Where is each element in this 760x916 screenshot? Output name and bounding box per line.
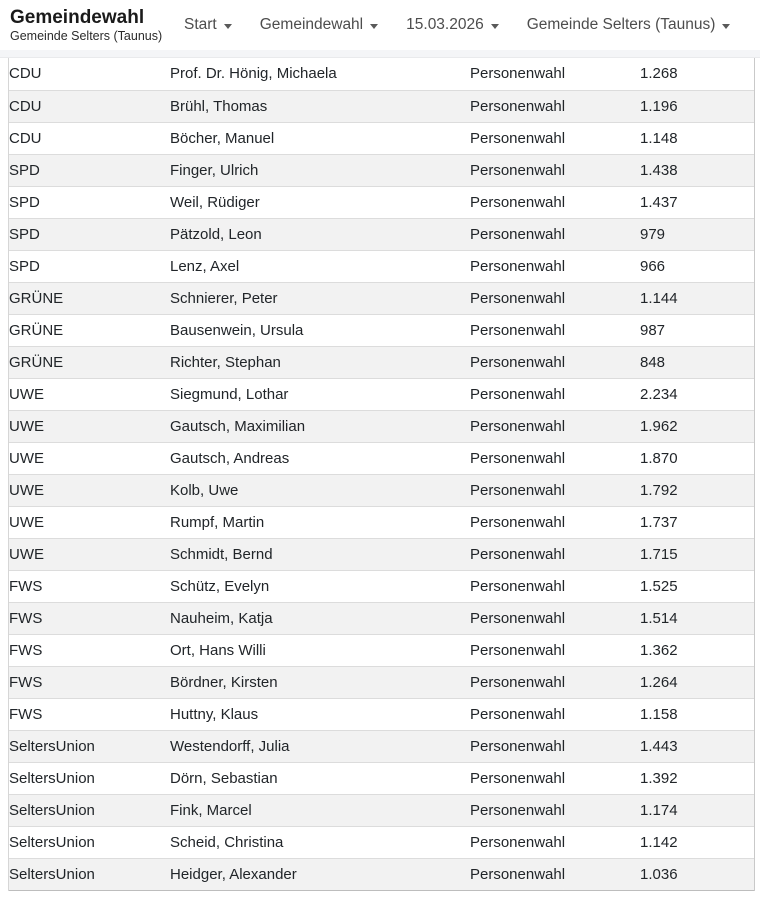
party-cell: SeltersUnion <box>9 769 95 787</box>
votes-cell: 1.792 <box>640 481 678 499</box>
vote-type-cell: Personenwahl <box>470 769 566 787</box>
table-row <box>9 218 754 250</box>
party-cell: UWE <box>9 513 44 531</box>
votes-cell: 1.036 <box>640 865 678 883</box>
table-row <box>9 506 754 538</box>
candidate-name-cell: Schmidt, Bernd <box>170 545 273 563</box>
brand-block <box>10 6 168 44</box>
vote-type-cell: Personenwahl <box>470 225 566 243</box>
nav-item-15-03-2026[interactable] <box>406 16 499 34</box>
votes-cell: 1.362 <box>640 641 678 659</box>
candidate-name-cell: Finger, Ulrich <box>170 161 259 179</box>
vote-type-cell: Personenwahl <box>470 545 566 563</box>
votes-cell: 1.443 <box>640 737 678 755</box>
vote-type-cell: Personenwahl <box>470 673 566 691</box>
votes-cell: 848 <box>640 353 666 371</box>
table-row <box>9 442 754 474</box>
vote-type-cell: Personenwahl <box>470 97 566 115</box>
votes-cell: 966 <box>640 257 666 275</box>
table-row <box>9 762 754 794</box>
nav-item-label: Start <box>184 16 217 33</box>
party-cell: FWS <box>9 609 43 627</box>
vote-type-cell: Personenwahl <box>470 417 566 435</box>
vote-type-cell: Personenwahl <box>470 289 566 307</box>
candidate-name-cell: Rumpf, Martin <box>170 513 265 531</box>
votes-cell: 1.438 <box>640 161 678 179</box>
table-row <box>9 122 754 154</box>
party-cell: GRÜNE <box>9 321 64 339</box>
vote-type-cell: Personenwahl <box>470 833 566 851</box>
party-cell: FWS <box>9 673 43 691</box>
party-cell: FWS <box>9 705 43 723</box>
table-row <box>9 858 754 890</box>
vote-type-cell: Personenwahl <box>470 609 566 627</box>
vote-type-cell: Personenwahl <box>470 161 566 179</box>
candidate-name-cell: Brühl, Thomas <box>170 97 268 115</box>
candidate-name-cell: Pätzold, Leon <box>170 225 262 243</box>
table-row <box>9 666 754 698</box>
candidate-name-cell: Gautsch, Andreas <box>170 449 290 467</box>
votes-cell: 987 <box>640 321 666 339</box>
candidate-name-cell: Fink, Marcel <box>170 801 252 819</box>
table-row <box>9 58 754 90</box>
party-cell: SPD <box>9 225 40 243</box>
party-cell: SeltersUnion <box>9 801 95 819</box>
vote-type-cell: Personenwahl <box>470 385 566 403</box>
candidate-name-cell: Bördner, Kirsten <box>170 673 278 691</box>
party-cell: FWS <box>9 577 43 595</box>
vote-type-cell: Personenwahl <box>470 801 566 819</box>
votes-cell: 1.392 <box>640 769 678 787</box>
table-row <box>9 698 754 730</box>
table-row <box>9 186 754 218</box>
votes-cell: 1.264 <box>640 673 678 691</box>
vote-type-cell: Personenwahl <box>470 193 566 211</box>
vote-type-cell: Personenwahl <box>470 353 566 371</box>
candidate-name-cell: Huttny, Klaus <box>170 705 259 723</box>
chevron-down-icon <box>224 24 232 29</box>
votes-cell: 979 <box>640 225 666 243</box>
table-row <box>9 154 754 186</box>
nav-item-label: 15.03.2026 <box>406 16 484 33</box>
table-row <box>9 474 754 506</box>
table-row <box>9 314 754 346</box>
main-nav <box>184 16 730 34</box>
candidate-name-cell: Dörn, Sebastian <box>170 769 278 787</box>
votes-cell: 1.148 <box>640 129 678 147</box>
party-cell: GRÜNE <box>9 353 64 371</box>
candidate-name-cell: Siegmund, Lothar <box>170 385 289 403</box>
votes-cell: 1.142 <box>640 833 678 851</box>
party-cell: CDU <box>9 129 42 147</box>
party-cell: UWE <box>9 545 44 563</box>
party-cell: UWE <box>9 449 44 467</box>
page-subtitle: Gemeinde Selters (Taunus) <box>10 29 163 43</box>
top-navigation-bar <box>0 0 760 50</box>
nav-item-start[interactable] <box>184 16 232 34</box>
votes-cell: 1.268 <box>640 65 678 83</box>
votes-cell: 1.715 <box>640 545 678 563</box>
candidate-name-cell: Gautsch, Maximilian <box>170 417 306 435</box>
vote-type-cell: Personenwahl <box>470 865 566 883</box>
candidate-name-cell: Ort, Hans Willi <box>170 641 266 659</box>
nav-item-gemeinde-selters-taunus-[interactable] <box>527 16 731 34</box>
party-cell: UWE <box>9 481 44 499</box>
candidate-name-cell: Westendorff, Julia <box>170 737 290 755</box>
table-row <box>9 794 754 826</box>
table-row <box>9 346 754 378</box>
party-cell: GRÜNE <box>9 289 64 307</box>
votes-cell: 1.158 <box>640 705 678 723</box>
votes-cell: 1.144 <box>640 289 678 307</box>
candidate-name-cell: Scheid, Christina <box>170 833 284 851</box>
candidate-name-cell: Richter, Stephan <box>170 353 281 371</box>
vote-type-cell: Personenwahl <box>470 129 566 147</box>
table-row <box>9 826 754 858</box>
vote-type-cell: Personenwahl <box>470 705 566 723</box>
party-cell: SPD <box>9 257 40 275</box>
votes-cell: 1.870 <box>640 449 678 467</box>
party-cell: SPD <box>9 193 40 211</box>
party-cell: CDU <box>9 97 42 115</box>
party-cell: SeltersUnion <box>9 865 95 883</box>
table-row <box>9 410 754 442</box>
candidate-results-table <box>9 58 754 891</box>
table-row <box>9 378 754 410</box>
party-cell: FWS <box>9 641 43 659</box>
vote-type-cell: Personenwahl <box>470 737 566 755</box>
nav-item-label: Gemeindewahl <box>259 16 364 33</box>
candidate-name-cell: Schnierer, Peter <box>170 289 278 307</box>
vote-type-cell: Personenwahl <box>470 321 566 339</box>
nav-item-label: Gemeinde Selters (Taunus) <box>526 16 716 33</box>
candidate-name-cell: Nauheim, Katja <box>170 609 273 627</box>
vote-type-cell: Personenwahl <box>470 449 566 467</box>
candidate-name-cell: Heidger, Alexander <box>170 865 297 883</box>
party-cell: SeltersUnion <box>9 833 95 851</box>
vote-type-cell: Personenwahl <box>470 481 566 499</box>
vote-type-cell: Personenwahl <box>470 65 566 83</box>
chevron-down-icon <box>722 24 730 29</box>
table-row <box>9 730 754 762</box>
votes-cell: 1.437 <box>640 193 678 211</box>
table-row <box>9 282 754 314</box>
vote-type-cell: Personenwahl <box>470 513 566 531</box>
candidate-name-cell: Prof. Dr. Hönig, Michaela <box>170 65 337 83</box>
table-row <box>9 634 754 666</box>
votes-cell: 1.174 <box>640 801 678 819</box>
party-cell: UWE <box>9 385 44 403</box>
candidate-name-cell: Lenz, Axel <box>170 257 240 275</box>
candidate-name-cell: Weil, Rüdiger <box>170 193 260 211</box>
candidate-name-cell: Schütz, Evelyn <box>170 577 270 595</box>
votes-cell: 1.962 <box>640 417 678 435</box>
candidate-name-cell: Kolb, Uwe <box>170 481 239 499</box>
party-cell: SeltersUnion <box>9 737 95 755</box>
candidate-name-cell: Böcher, Manuel <box>170 129 275 147</box>
results-table-container <box>8 58 755 891</box>
votes-cell: 1.196 <box>640 97 678 115</box>
chevron-down-icon <box>491 24 499 29</box>
candidate-name-cell: Bausenwein, Ursula <box>170 321 304 339</box>
votes-cell: 2.234 <box>640 385 678 403</box>
vote-type-cell: Personenwahl <box>470 641 566 659</box>
nav-item-gemeindewahl[interactable] <box>260 16 378 34</box>
table-row <box>9 602 754 634</box>
votes-cell: 1.525 <box>640 577 678 595</box>
party-cell: SPD <box>9 161 40 179</box>
party-cell: UWE <box>9 417 44 435</box>
votes-cell: 1.737 <box>640 513 678 531</box>
header-divider-band <box>0 50 760 58</box>
table-row <box>9 250 754 282</box>
table-row <box>9 570 754 602</box>
page-title: Gemeindewahl <box>10 7 145 28</box>
chevron-down-icon <box>370 24 378 29</box>
vote-type-cell: Personenwahl <box>470 257 566 275</box>
votes-cell: 1.514 <box>640 609 678 627</box>
vote-type-cell: Personenwahl <box>470 577 566 595</box>
table-row <box>9 538 754 570</box>
party-cell: CDU <box>9 65 42 83</box>
table-row <box>9 90 754 122</box>
